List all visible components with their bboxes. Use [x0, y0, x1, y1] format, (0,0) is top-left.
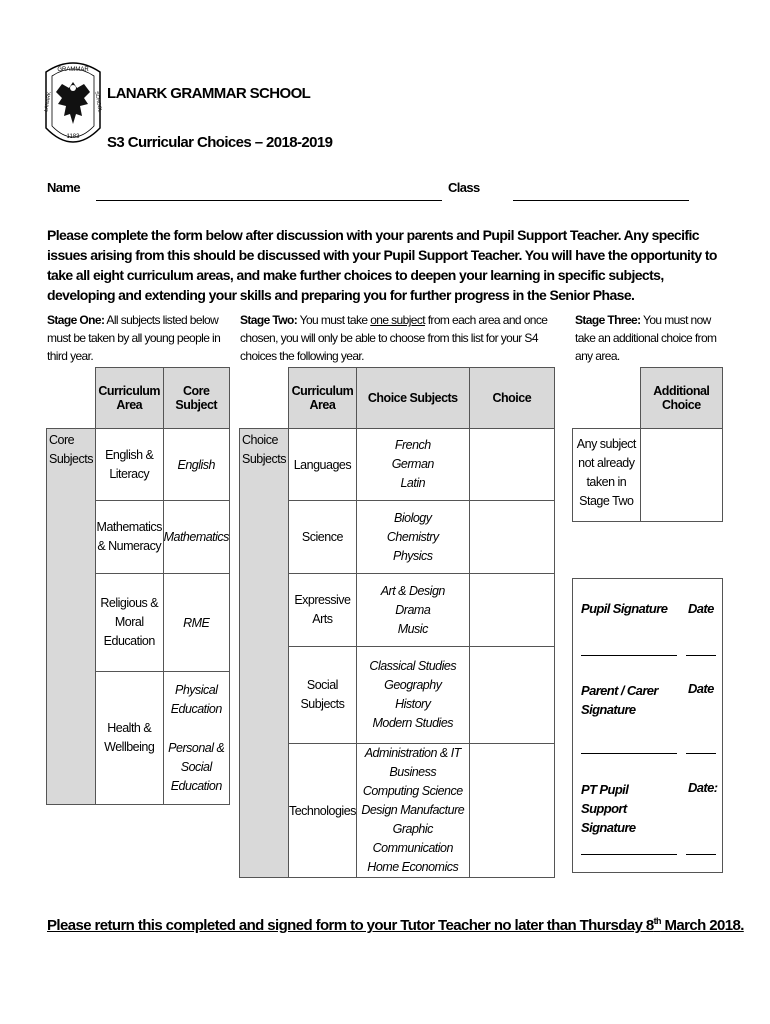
pupil-signature-label: Pupil Signature [581, 601, 668, 616]
choice-input-4[interactable] [469, 744, 554, 878]
pt-date-label: Date: [688, 780, 718, 795]
empty-corner [573, 368, 641, 429]
name-field[interactable] [96, 200, 442, 201]
school-crest [40, 58, 106, 158]
svg-text:1183: 1183 [66, 134, 80, 140]
choice-area-3: Social Subjects [288, 647, 356, 744]
pt-signature-field[interactable] [581, 854, 677, 855]
choice-area-0: Languages [288, 429, 356, 501]
additional-choice-input[interactable] [640, 429, 722, 522]
pupil-signature-field[interactable] [581, 655, 677, 656]
core-area-3: Health & Wellbeing [95, 672, 163, 805]
class-label: Class [448, 180, 480, 195]
choice-input-0[interactable] [469, 429, 554, 501]
empty-corner [240, 368, 289, 429]
core-area-1: Mathematics & Numeracy [95, 501, 163, 574]
core-subject-0: English [163, 429, 229, 501]
additional-header: Additional Choice [640, 368, 722, 429]
pupil-date-label: Date [688, 601, 714, 616]
parent-date-label: Date [688, 681, 714, 696]
choice-subjects-2: Art & Design Drama Music [356, 574, 469, 647]
core-subject-1: Mathematics [163, 501, 229, 574]
empty-corner [47, 368, 96, 429]
form-title: S3 Curricular Choices – 2018-2019 [107, 134, 333, 151]
school-name: LANARK GRAMMAR SCHOOL [107, 85, 311, 102]
choice-input-2[interactable] [469, 574, 554, 647]
svg-text:SCHOOL: SCHOOL [93, 90, 103, 113]
stage-two-text: Stage Two: You must take one subject from each area and once chosen, you will only be able to choose from this list for your S4 choices the following year. [240, 313, 548, 363]
intro-text: Please complete the form below after discussion with your parents and Pupil Support Teacher. Any specific issues arising from this should be discussed with your Pupil Support Teacher. You will have the opportunity to take all eight curriculum areas, and make further choices to deepen your learning in specific subjects, developing and extending your skills and preparing you for further progress in the Senior Phase. [47, 227, 717, 303]
core-subject-3: Physical Education Personal & Social Education [163, 672, 229, 805]
core-subject-2: RME [163, 574, 229, 672]
choice-side-label: Choice Subjects [240, 429, 289, 878]
stage-one-text: Stage One: All subjects listed below must be taken by all young people in third year. [47, 313, 221, 363]
core-header-area: Curriculum Area [95, 368, 163, 429]
parent-signature-field[interactable] [581, 753, 677, 754]
choice-header-subjects: Choice Subjects [356, 368, 469, 429]
choice-area-4: Technologies [288, 744, 356, 878]
pupil-date-field[interactable] [686, 655, 716, 656]
name-label: Name [47, 180, 81, 195]
core-area-2: Religious & Moral Education [95, 574, 163, 672]
choice-header-area: Curriculum Area [288, 368, 356, 429]
svg-text:LANARK: LANARK [43, 91, 53, 113]
choice-subjects-1: Biology Chemistry Physics [356, 501, 469, 574]
choice-subjects-table [239, 367, 555, 878]
pt-date-field[interactable] [686, 854, 716, 855]
parent-signature-label: Parent / Carer Signature [581, 683, 658, 717]
choice-subjects-0: French German Latin [356, 429, 469, 501]
choice-area-1: Science [288, 501, 356, 574]
return-instruction: Please return this completed and signed form to your Tutor Teacher no later than Thursday 8th March 2018. [47, 916, 744, 934]
svg-text:GRAMMAR: GRAMMAR [57, 67, 89, 73]
core-side-label: Core Subjects [47, 429, 96, 805]
additional-note: Any subject not already taken in Stage Two [573, 429, 641, 522]
core-subjects-table [46, 367, 230, 805]
choice-input-3[interactable] [469, 647, 554, 744]
core-header-subject: Core Subject [163, 368, 229, 429]
pt-signature-label: PT Pupil Support Signature [581, 782, 636, 835]
core-area-0: English & Literacy [95, 429, 163, 501]
choice-header-choice: Choice [469, 368, 554, 429]
class-field[interactable] [513, 200, 689, 201]
additional-choice-table [572, 367, 723, 522]
choice-subjects-3: Classical Studies Geography History Modern Studies [356, 647, 469, 744]
eagle-crest-icon [40, 58, 106, 158]
choice-input-1[interactable] [469, 501, 554, 574]
choice-subjects-4: Administration & IT Business Computing Science Design Manufacture Graphic Communication Home Economics [356, 744, 469, 878]
choice-area-2: Expressive Arts [288, 574, 356, 647]
parent-date-field[interactable] [686, 753, 716, 754]
stage-three-text: Stage Three: You must now take an additional choice from any area. [575, 313, 717, 363]
